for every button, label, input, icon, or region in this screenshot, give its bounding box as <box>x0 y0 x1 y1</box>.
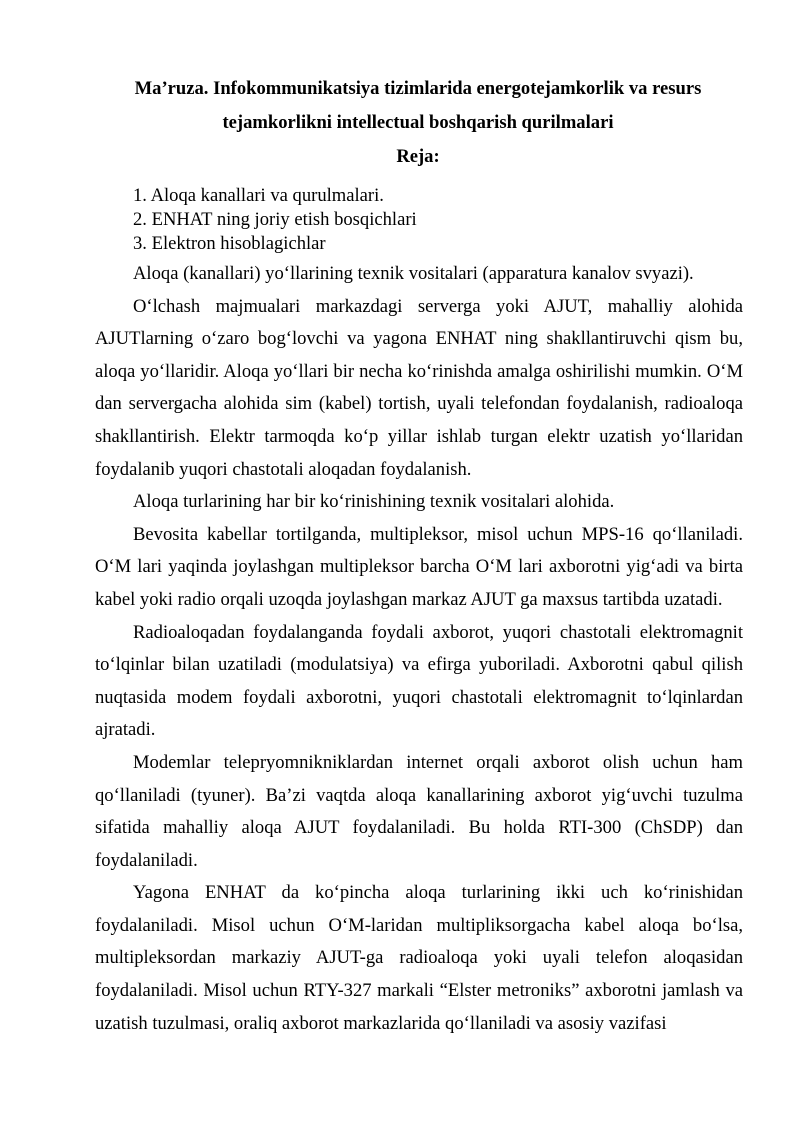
paragraph: Radioaloqadan foydalanganda foydali axborot, yuqori chastotali elektromagnit to‘lqinlar bilan uzatiladi (modulatsiya) va efirga yuboriladi. Axborotni qabul qilish nuqtasida modem foydali axborotni, yuqori chastotali elektromagnit to‘lqinlardan ajratadi. <box>95 621 743 741</box>
paragraph: Bevosita kabellar tortilganda, multipleksor, misol uchun MPS-16 qo‘llaniladi. O‘M lari yaqinda joylashgan multipleksor barcha O‘M lari axborotni yig‘adi va birta kabel yoki radio orqali uzoqda joylashgan markaz AJUT ga maxsus tartibda uzatadi. <box>95 523 743 610</box>
plan-list <box>95 184 743 256</box>
paragraph: Yagona ENHAT da ko‘pincha aloqa turlarining ikki uch ko‘rinishidan foydalaniladi. Misol uchun O‘M-laridan multipliksorgacha kabel aloqa bo‘lsa, multipleksordan markaziy AJUT-ga radioaloqa yoki uyali telefon aloqasidan foydalaniladi. Misol uchun RTY-327 markali “Elster metroniks” axborotni jamlash va uzatish tuzulmasi, oraliq axborot markazlarida qo‘llaniladi va asosiy vazifasi <box>95 882 743 1034</box>
lecture-title <box>93 72 743 174</box>
plan-item: 2. ENHAT ning joriy etish bosqichlari <box>133 209 417 230</box>
title-line-1: Ma’ruza. Infokommunikatsiya tizimlarida energotejamkorlik va resurs <box>134 78 702 99</box>
paragraph: Aloqa turlarining har bir ko‘rinishining texnik vositalari alohida. <box>133 491 615 513</box>
plan-heading: Reja: <box>396 146 440 167</box>
paragraph: O‘lchash majmualari markazdagi serverga yoki AJUT, mahalliy alohida AJUTlarning o‘zaro bog‘lovchi va yagona ENHAT ning shakllantiruvchi qism bu, aloqa yo‘llaridir. Aloqa yo‘llari bir necha ko‘rinishda amalga oshirilishi mumkin. O‘M dan servergacha alohida sim (kabel) tortish, uyali telefondan foydalanish, radioaloqa shakllantirish. Elektr tarmoqda ko‘p yillar ishlab turgan elektr uzatish yo‘llaridan foydalanib yuqori chastotali aloqadan foydalanish. <box>95 295 743 480</box>
plan-item: 3. Elektron hisoblagichlar <box>133 233 326 254</box>
paragraph: Aloqa (kanallari) yo‘llarining texnik vositalari (apparatura kanalov svyazi). <box>133 263 694 284</box>
title-line-2: tejamkorlikni intellectual boshqarish qurilmalari <box>222 112 614 133</box>
plan-item: 1. Aloqa kanallari va qurulmalari. <box>133 185 384 206</box>
paragraph: Modemlar telepryomnikniklardan internet orqali axborot olish uchun ham qo‘llaniladi (tyuner). Ba’zi vaqtda aloqa kanallarining axborot yig‘uvchi tuzulma sifatida mahalliy aloqa AJUT foydalaniladi. Bu holda RTI-300 (ChSDP) dan foydalaniladi. <box>95 751 743 871</box>
